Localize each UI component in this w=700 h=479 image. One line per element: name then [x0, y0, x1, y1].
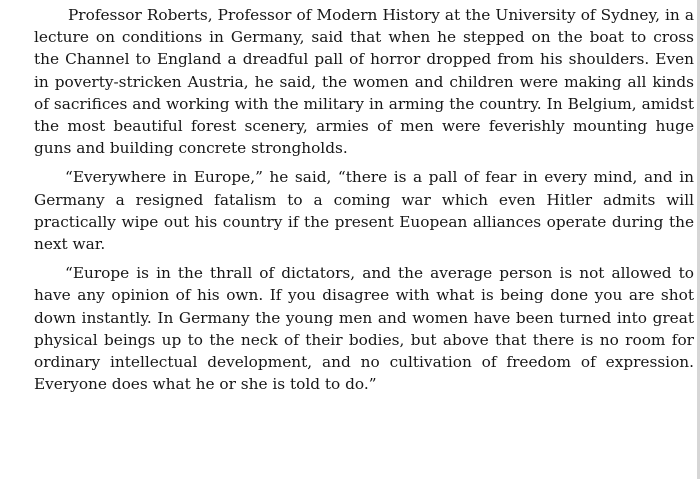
- article-paragraph-1: Professor Roberts, Professor of Modern History at the University of Sydney, in a lecture on conditions in Germany, said that when he stepped on the boat to cross the Channel to England a dreadful pall of horror dropped from his shoulders. Even in poverty-stricken Austria, he said, the women and children were making all kinds of sacrifices and working with the military in arming the country. In Belgium, amidst the most beautiful forest scenery, armies of men were feverishly mounting huge guns and building concrete strongholds.: [34, 6, 694, 158]
- article-paragraph-3: “Europe is in the thrall of dictators, and the average person is not allowed to have any opinion of his own. If you disagree with what is being done you are shot down instantly. In Germany the young men and women have been turned into great physical beings up to the neck of their bodies, but above that there is no room for ordinary intellectual development, and no cultivation of freedom of expression. Everyone does what he or she is told to do.”: [34, 264, 694, 394]
- article-paragraph-2: “Everywhere in Europe,” he said, “there is a pall of fear in every mind, and in Germany a resigned fatalism to a coming war which even Hitler admits will practically wipe out his country if the present Euopean alliances operate during the next war.: [34, 168, 694, 254]
- news-article: [34, 4, 694, 402]
